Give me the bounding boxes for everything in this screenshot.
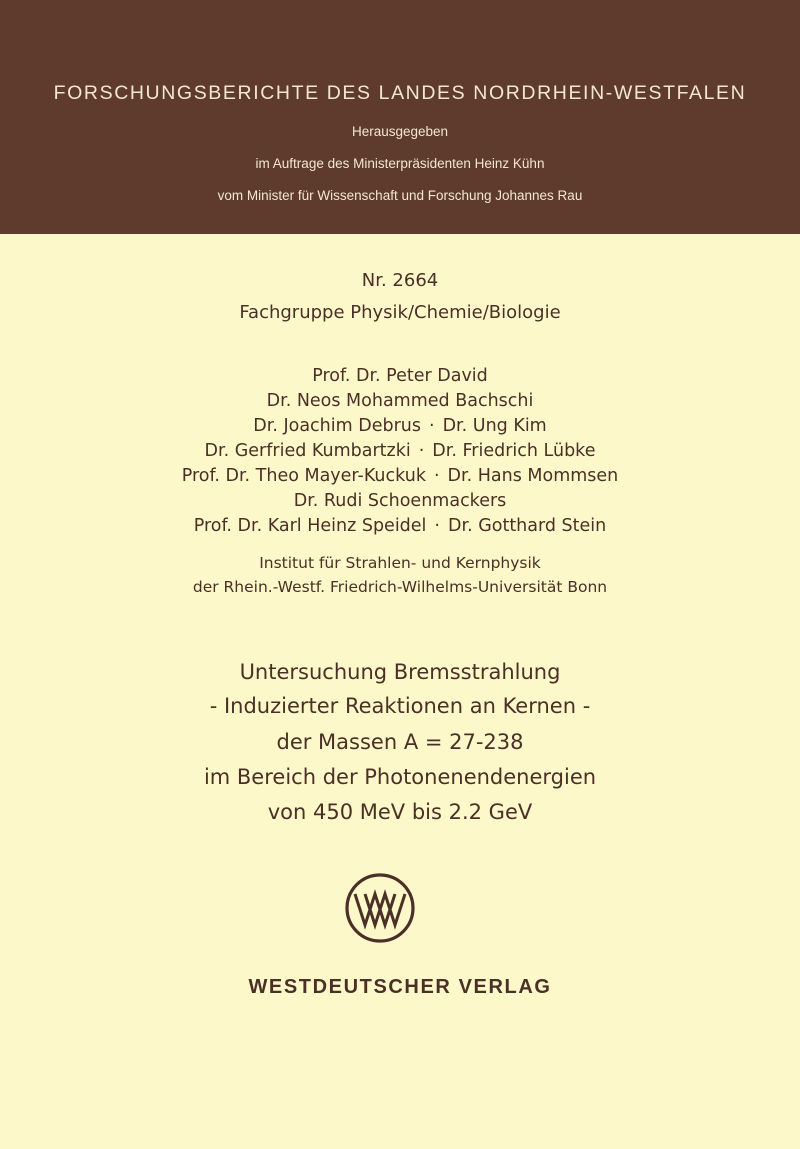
editor-line-2: im Auftrage des Ministerpräsidenten Heinz Kühn xyxy=(255,156,545,171)
editor-line-3: vom Minister für Wissenschaft und Forschung Johannes Rau xyxy=(217,188,583,203)
author-line-3 xyxy=(0,416,800,436)
publisher-name: WESTDEUTSCHER VERLAG xyxy=(248,976,552,998)
institute-line-1: Institut für Strahlen- und Kernphysik xyxy=(259,554,541,572)
author-line-2 xyxy=(0,391,800,411)
subject-group: Fachgruppe Physik/Chemie/Biologie xyxy=(239,302,561,323)
author-name: Dr. Hans Mommsen xyxy=(447,466,619,486)
author-name: Dr. Gotthard Stein xyxy=(448,516,607,536)
title-line-2: - Induzierter Reaktionen an Kernen - xyxy=(209,694,591,718)
author-name: Prof. Dr. Theo Mayer-Kuckuk xyxy=(181,466,426,486)
institute-line-2: der Rhein.-Westf. Friedrich-Wilhelms-Universität Bonn xyxy=(192,578,608,596)
author-name: Dr. Neos Mohammed Bachschi xyxy=(266,391,534,411)
author-name: Prof. Dr. Peter David xyxy=(312,366,488,386)
report-number: Nr. 2664 xyxy=(361,270,439,291)
title-line-5: von 450 MeV bis 2.2 GeV xyxy=(267,800,533,824)
author-line-1 xyxy=(0,366,800,386)
author-line-5 xyxy=(0,466,800,486)
separator-dot: · xyxy=(418,441,425,461)
author-line-4 xyxy=(0,441,800,461)
author-name: Prof. Dr. Karl Heinz Speidel xyxy=(193,516,427,536)
author-line-7 xyxy=(0,516,800,536)
author-name: Dr. Ung Kim xyxy=(442,416,547,436)
separator-dot: · xyxy=(434,516,440,536)
author-name: Dr. Joachim Debrus xyxy=(253,416,421,436)
editor-line-1: Herausgegeben xyxy=(351,124,449,139)
ww-circle-logo-icon xyxy=(344,872,416,944)
author-name: Dr. Gerfried Kumbartzki xyxy=(204,441,411,461)
title-line-1: Untersuchung Bremsstrahlung xyxy=(239,660,561,684)
series-title: FORSCHUNGSBERICHTE DES LANDES NORDRHEIN-WESTFALEN xyxy=(53,82,747,104)
separator-dot: · xyxy=(433,466,440,486)
author-name: Dr. Friedrich Lübke xyxy=(432,441,596,461)
title-line-4: im Bereich der Photonenendenergien xyxy=(203,765,597,789)
header-band xyxy=(0,0,800,234)
author-line-6 xyxy=(0,491,800,511)
author-name: Dr. Rudi Schoenmackers xyxy=(293,491,507,511)
title-line-3: der Massen A = 27-238 xyxy=(276,730,524,754)
separator-dot: · xyxy=(429,416,435,436)
